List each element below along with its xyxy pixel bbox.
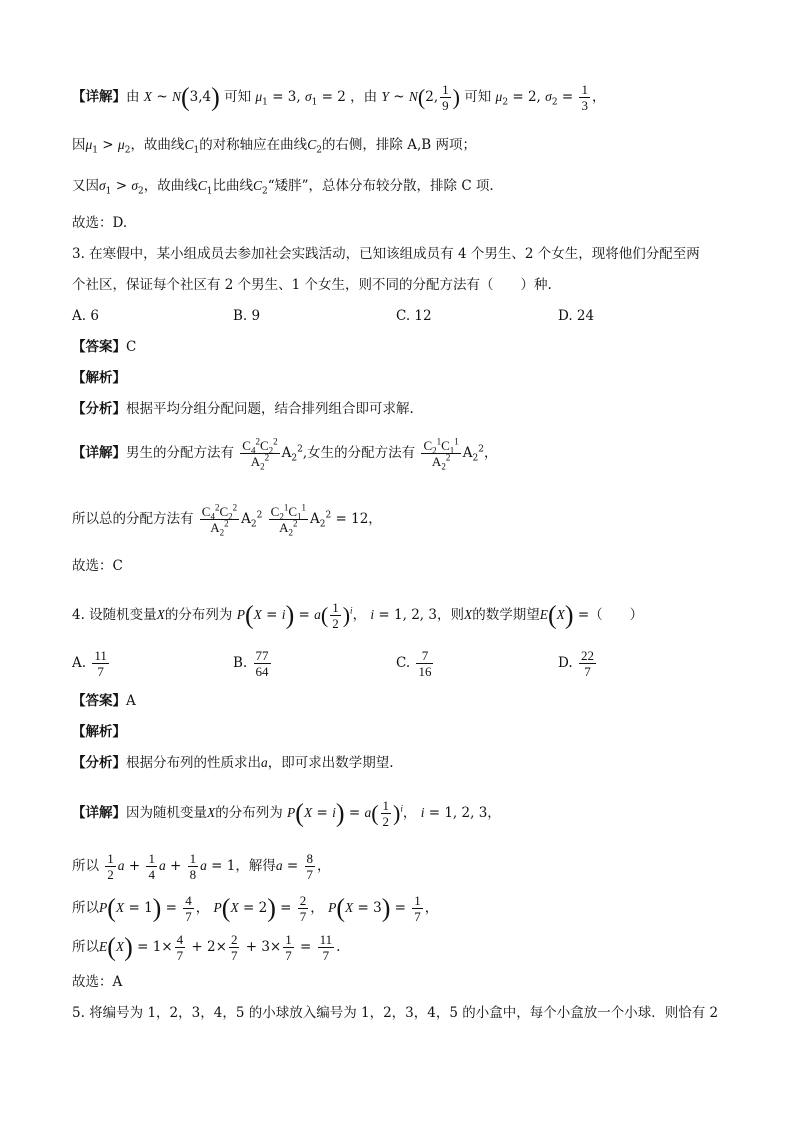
q3-method: 【分析】根据平均分组分配问题，结合排列组合即可求解. — [72, 401, 414, 417]
prev-detail-line2: 因$\mu_1 > \mu_2$，故曲线$C_1$的对称轴应在曲线$C_2$的右侧，排除 A,B 两项； — [72, 137, 476, 156]
q4-analysis-tag: 【解析】 — [72, 724, 126, 740]
q4-option-c: C. $\frac{7}{16}$ — [396, 648, 432, 679]
q4-line3: 所以P(X = 1) = $\frac{4}{7}$ ， P(X = 2) = $\frac{2}{7}$ ， P(X = 3) = $\frac{1}{7}$ ， — [72, 893, 439, 924]
q3-detail: 【详解】男生的分配方法有 $\frac{C_4^2C_2^2}{A_2^2}$ $A_2^2$,女生的分配方法有 $\frac{C_2^1C_1^1}{A_2^2}$ $A_2^2$， — [72, 436, 498, 472]
q4-method: 【分析】根据分布列的性质求出a，即可求出数学期望. — [72, 755, 394, 771]
q4-detail: 【详解】因为随机变量X的分布列为 P(X = i) = a( $\frac{1}{2}$ )$^i$， i = 1, 2, 3， — [72, 798, 501, 829]
q3-choose: 故选：C — [72, 558, 123, 574]
q3-option-b: B. 9 — [233, 308, 261, 324]
q4-line4: 所以E(X) = 1× $\frac{4}{7}$ + 2× $\frac{2}{7}$ + 3× $\frac{1}{7}$ = $\frac{11}{7}$ . — [72, 932, 341, 963]
prev-detail-line3: 又因$\sigma_1 > \sigma_2$，故曲线$C_1$比曲线$C_2“$矮胖”，总体分布较分散，排除 C 项. — [72, 178, 494, 197]
q4-line2: 所以 $\frac{1}{2}$ a + $\frac{1}{4}$ a + $\frac{1}{8}$ a = 1，解得a = $\frac{8}{7}$ ， — [72, 851, 331, 882]
prev-choose: 故选：D. — [72, 215, 128, 231]
q4-answer: 【答案】A — [72, 693, 136, 709]
q3-option-c: C. 12 — [396, 308, 432, 324]
detail-tag: 【详解】 — [72, 89, 126, 105]
q4-option-d: D. $\frac{22}{7}$ — [558, 648, 594, 679]
q3-option-a: A. 6 — [72, 308, 99, 324]
q3-stem-line2: 个社区，保证每个社区有 2 个男生、1 个女生，则不同的分配方法有（ ）种. — [72, 277, 552, 293]
prev-detail-line1: 【详解】由 X ~ N(3,4) 可知 $\mu_1 = 3$, $\sigma_1 = 2$ ，由 Y ~ N(2, $\frac{1}{9}$ ) 可知 $\mu_2 = 2$, $\sigma_2$ = $\frac{1}{3}$ ， — [72, 82, 606, 113]
q3-analysis-tag: 【解析】 — [72, 370, 126, 386]
q5-stem: 5. 将编号为 1，2，3，4，5 的小球放入编号为 1，2，3，4，5 的小盒中，每个小盒放一个小球．则恰有 2 — [72, 1005, 719, 1021]
q3-total: 所以总的分配方法有 $\frac{C_4^2C_2^2}{A_2^2}$ $A_2^2$ $\frac{C_2^1C_1^1}{A_2^2}$ $A_2^2 = 12$， — [72, 502, 382, 538]
math-x-normal: X — [143, 89, 153, 104]
q4-choose: 故选：A — [72, 974, 123, 990]
q3-stem-line1: 3. 在寒假中，某小组成员去参加社会实践活动，已知该组成员有 4 个男生、2 个女生，现将他们分配至两 — [72, 246, 700, 262]
q4-option-b: B. $\frac{77}{64}$ — [233, 648, 269, 679]
q3-option-d: D. 24 — [558, 308, 595, 324]
q3-answer: 【答案】C — [72, 339, 137, 355]
q4-stem: 4. 设随机变量X的分布列为 P(X = i) = a( $\frac{1}{2}$ )$^i$， i = 1, 2, 3，则X的数学期望E(X) =（ ） — [72, 600, 644, 631]
q4-option-a: A. $\frac{11}{7}$ — [72, 648, 107, 679]
